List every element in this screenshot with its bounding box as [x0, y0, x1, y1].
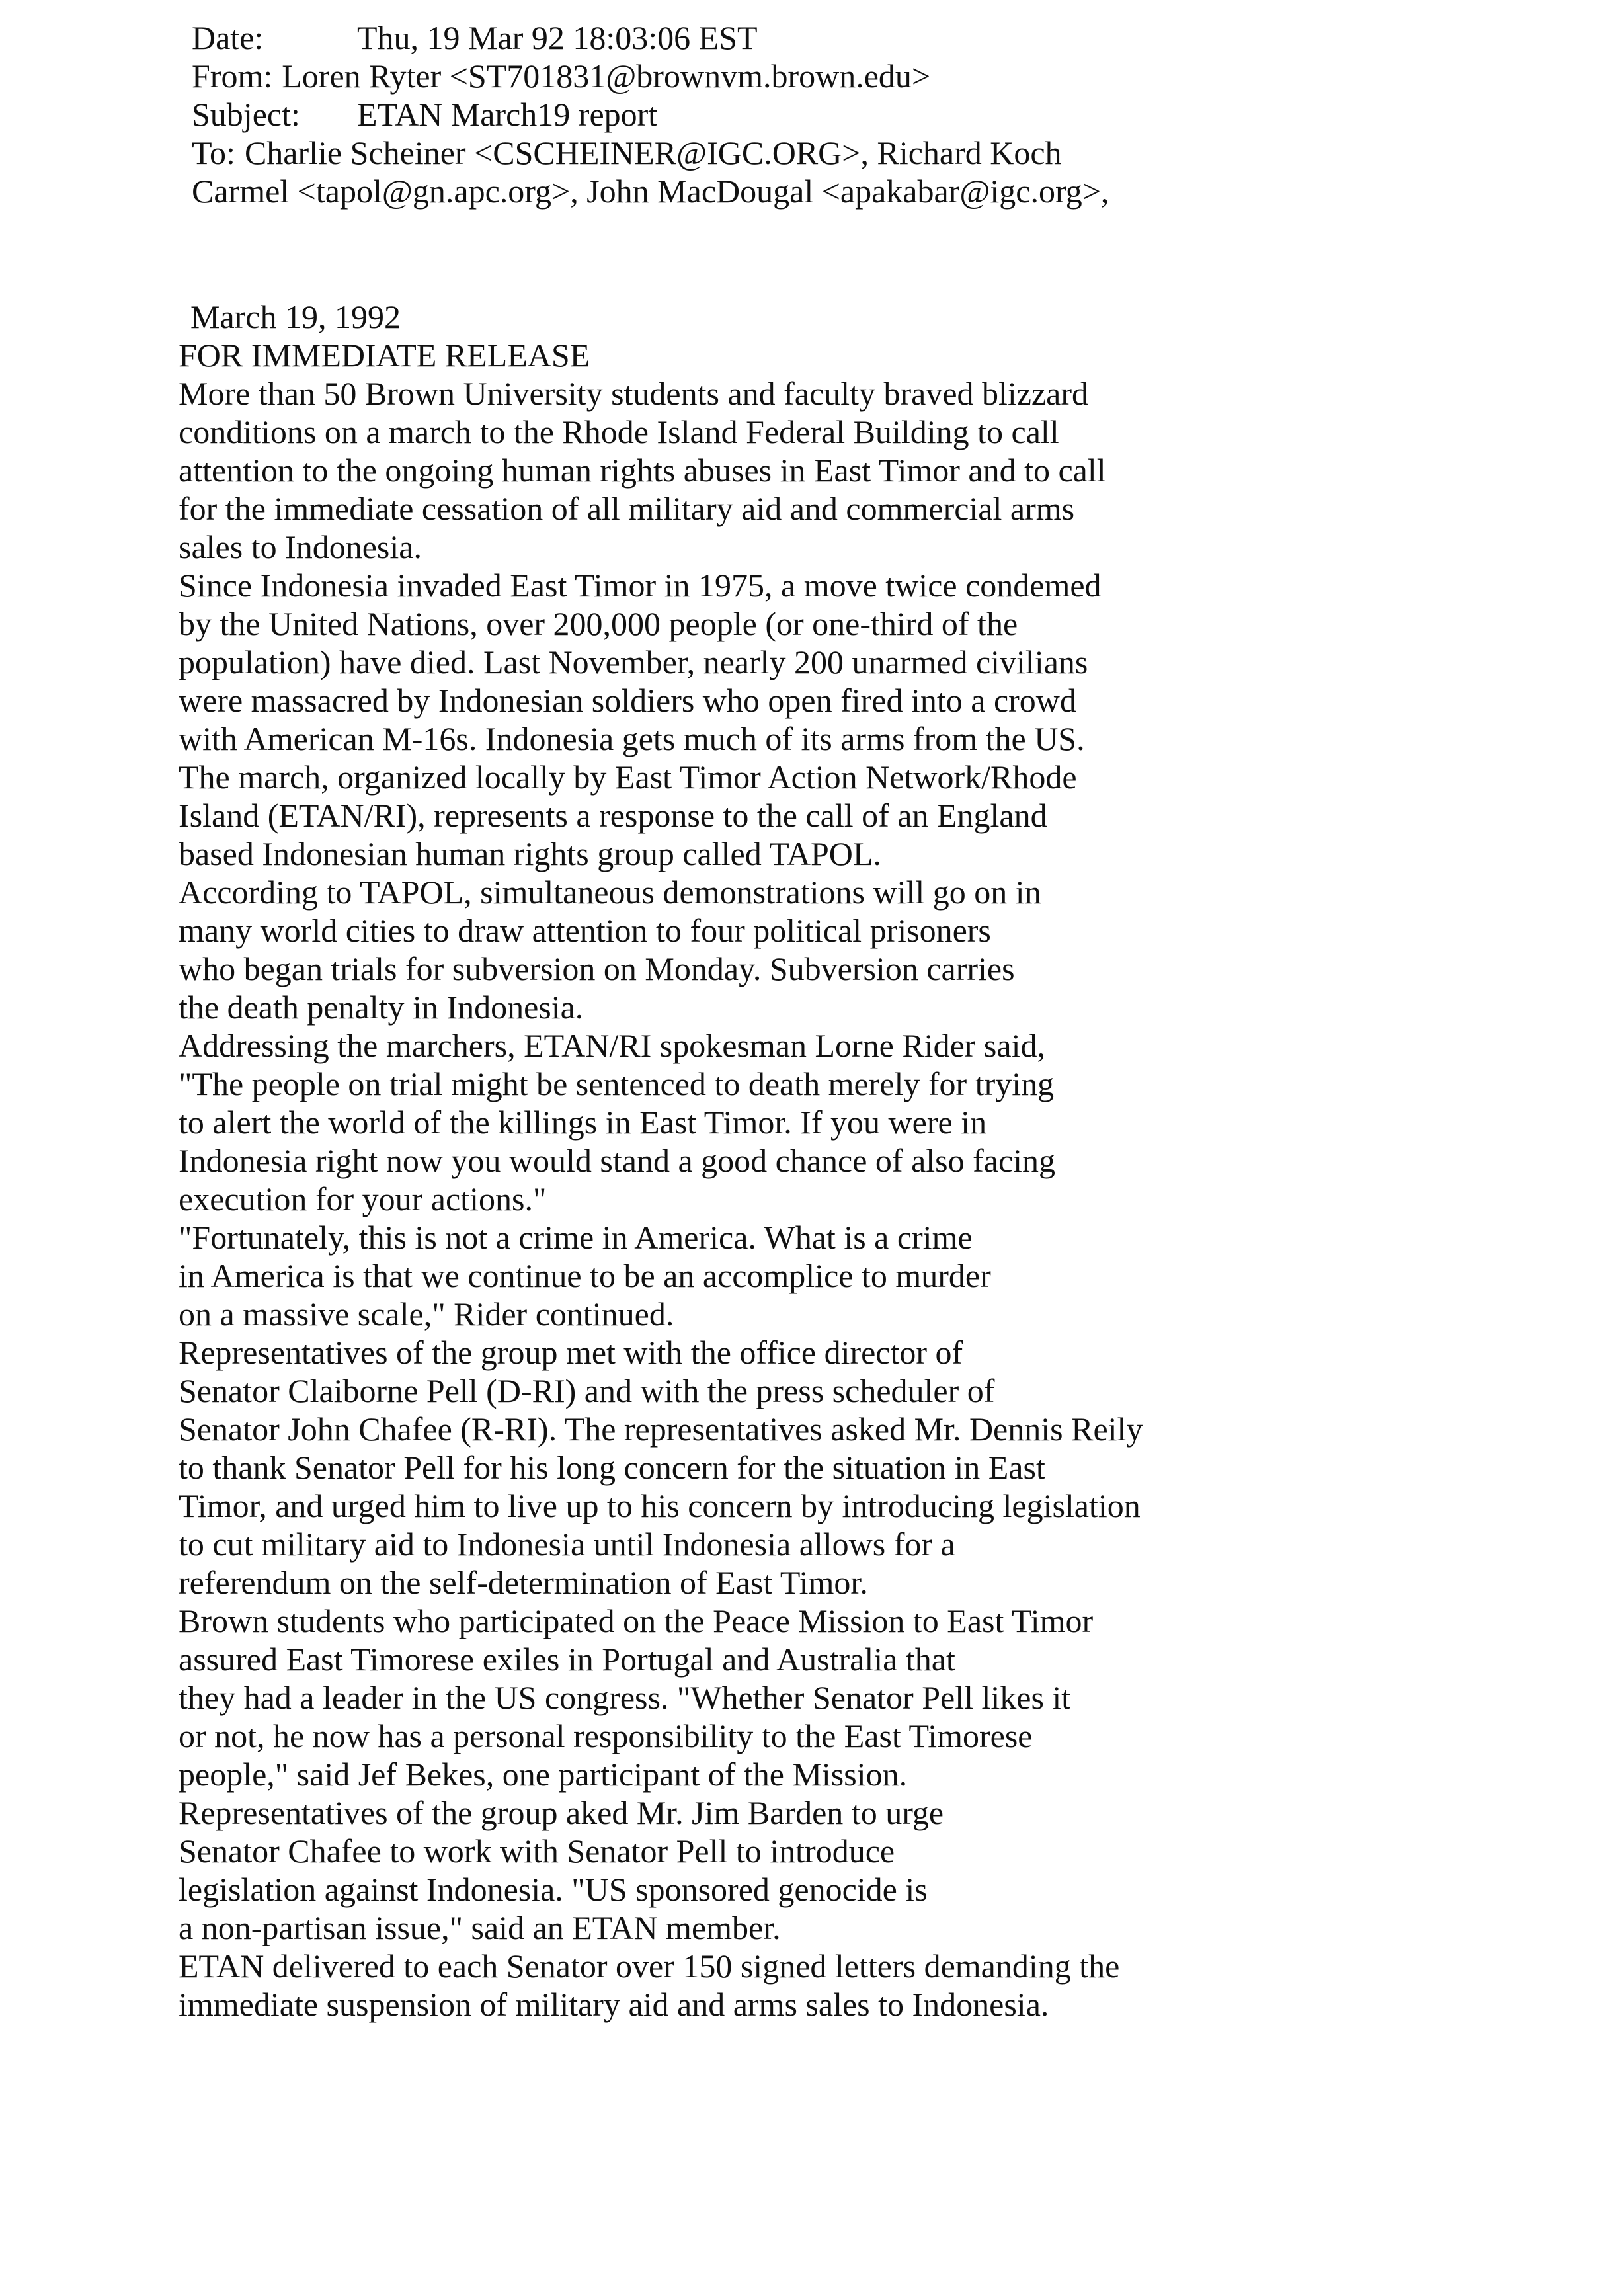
text-line: population) have died. Last November, nearly 200 unarmed civilians	[179, 643, 1088, 680]
text-line: More than 50 Brown University students and faculty braved blizzard	[179, 375, 1089, 412]
date-label: Date:	[192, 19, 264, 56]
to-value: Charlie Scheiner <CSCHEINER@IGC.ORG>, Richard Koch	[244, 134, 1062, 171]
release-date: March 19, 1992	[190, 298, 401, 335]
text-line: the death penalty in Indonesia.	[179, 989, 584, 1026]
text-line: based Indonesian human rights group called TAPOL.	[179, 835, 881, 872]
text-line: legislation against Indonesia. "US sponsored genocide is	[179, 1871, 928, 1908]
text-line: Representatives of the group aked Mr. Jim Barden to urge	[179, 1794, 944, 1831]
text-line: Senator Chafee to work with Senator Pell to introduce	[179, 1832, 895, 1869]
text-line: Representatives of the group met with the office director of	[179, 1334, 963, 1371]
text-line: on a massive scale," Rider continued.	[179, 1295, 674, 1332]
text-line: by the United Nations, over 200,000 people (or one-third of the	[179, 605, 1018, 642]
text-line: to thank Senator Pell for his long concern for the situation in East	[179, 1449, 1045, 1486]
subject-value: ETAN March19 report	[357, 96, 658, 133]
text-line: conditions on a march to the Rhode Island Federal Building to call	[179, 413, 1059, 450]
text-line: many world cities to draw attention to four political prisoners	[179, 912, 991, 949]
text-line: sales to Indonesia.	[179, 528, 422, 565]
subject-row	[192, 95, 1514, 134]
text-line: immediate suspension of military aid and arms sales to Indonesia.	[179, 1986, 1049, 2023]
text-line: The march, organized locally by East Timor Action Network/Rhode	[179, 758, 1077, 796]
text-line: Indonesia right now you would stand a good chance of also facing	[179, 1142, 1056, 1179]
text-line: assured East Timorese exiles in Portugal and Australia that	[179, 1641, 955, 1678]
to-label: To:	[192, 134, 235, 171]
to-value-continued: Carmel <tapol@gn.apc.org>, John MacDougal <apakabar@igc.org>,	[192, 173, 1109, 210]
from-row	[192, 57, 1514, 95]
text-line: referendum on the self-determination of East Timor.	[179, 1564, 868, 1601]
text-line: Brown students who participated on the Peace Mission to East Timor	[179, 1602, 1094, 1639]
from-label: From:	[192, 58, 273, 95]
text-line: "The people on trial might be sentenced to death merely for trying	[179, 1065, 1055, 1102]
text-line: According to TAPOL, simultaneous demonstrations will go on in	[179, 874, 1041, 911]
text-line: a non-partisan issue," said an ETAN member.	[179, 1909, 781, 1946]
text-line: with American M-16s. Indonesia gets much of its arms from the US.	[179, 720, 1085, 757]
subject-label: Subject:	[192, 96, 300, 133]
release-heading: FOR IMMEDIATE RELEASE	[179, 337, 590, 374]
text-line: or not, he now has a personal responsibility to the East Timorese	[179, 1717, 1033, 1754]
press-release-body	[179, 298, 1534, 2024]
date-row	[192, 19, 1514, 57]
text-line: to alert the world of the killings in East Timor. If you were in	[179, 1104, 987, 1141]
to-row	[192, 134, 1514, 172]
text-line: "Fortunately, this is not a crime in America. What is a crime	[179, 1219, 973, 1256]
text-line: for the immediate cessation of all military aid and commercial arms	[179, 490, 1075, 527]
text-line: in America is that we continue to be an accomplice to murder	[179, 1257, 991, 1294]
text-line: who began trials for subversion on Monday. Subversion carries	[179, 950, 1015, 987]
text-line: Island (ETAN/RI), represents a response to the call of an England	[179, 797, 1047, 834]
text-line: execution for your actions."	[179, 1180, 547, 1217]
text-line: attention to the ongoing human rights abuses in East Timor and to call	[179, 452, 1106, 489]
text-line: Senator Claiborne Pell (D-RI) and with the press scheduler of	[179, 1372, 995, 1409]
text-line: they had a leader in the US congress. "Whether Senator Pell likes it	[179, 1679, 1071, 1716]
text-line: ETAN delivered to each Senator over 150 signed letters demanding the	[179, 1948, 1120, 1985]
email-header	[192, 19, 1514, 210]
text-line: Timor, and urged him to live up to his concern by introducing legislation	[179, 1487, 1141, 1524]
text-line: were massacred by Indonesian soldiers who open fired into a crowd	[179, 682, 1076, 719]
to-row-continued	[192, 172, 1514, 210]
text-line: to cut military aid to Indonesia until Indonesia allows for a	[179, 1526, 955, 1563]
text-line: Senator John Chafee (R-RI). The representatives asked Mr. Dennis Reily	[179, 1411, 1143, 1448]
release-text	[179, 374, 1534, 2024]
from-value: Loren Ryter <ST701831@brownvm.brown.edu>	[282, 58, 931, 95]
date-value: Thu, 19 Mar 92 18:03:06 EST	[357, 19, 758, 56]
text-line: Since Indonesia invaded East Timor in 1975, a move twice condemed	[179, 567, 1102, 604]
text-line: Addressing the marchers, ETAN/RI spokesman Lorne Rider said,	[179, 1027, 1045, 1064]
text-line: people," said Jef Bekes, one participant of the Mission.	[179, 1756, 908, 1793]
